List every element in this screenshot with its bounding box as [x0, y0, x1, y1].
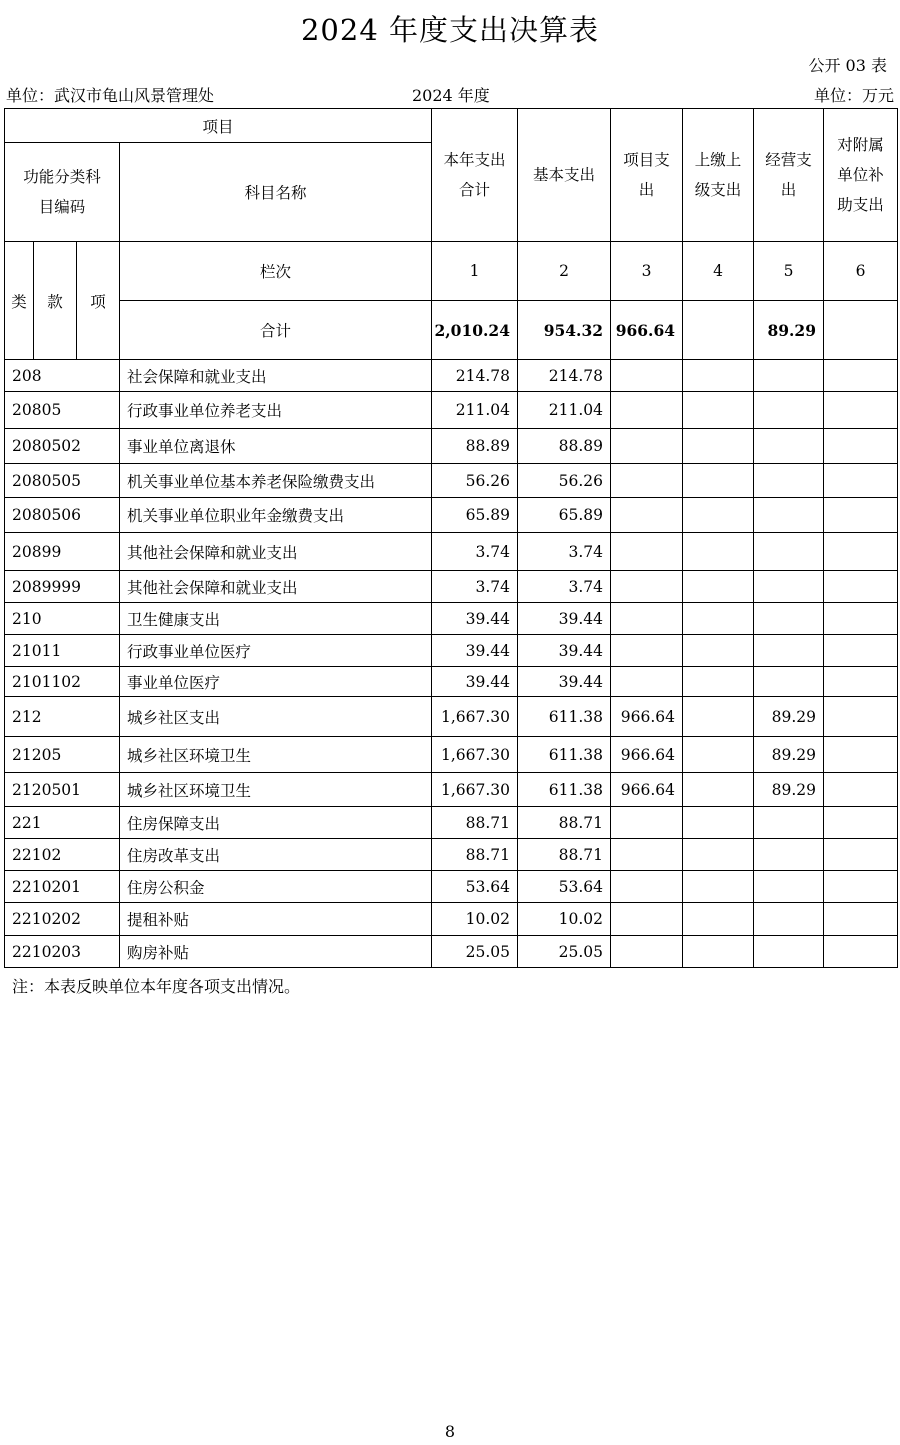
row-business	[754, 635, 824, 667]
row-remit	[683, 936, 754, 968]
row-subsidy	[824, 697, 898, 737]
row-subsidy	[824, 533, 898, 571]
table-row	[5, 667, 898, 697]
total-cell: 966.64	[611, 301, 683, 360]
row-total: 211.04	[432, 392, 518, 429]
row-project: 966.64	[611, 737, 683, 773]
row-subject-name: 城乡社区支出	[120, 697, 432, 737]
row-subsidy	[824, 807, 898, 839]
header-col-remit: 上缴上级支出	[683, 109, 754, 242]
table-row	[5, 533, 898, 571]
row-basic: 214.78	[518, 360, 611, 392]
row-subject-name: 提租补贴	[120, 903, 432, 936]
row-code: 221	[5, 807, 120, 839]
row-basic: 611.38	[518, 773, 611, 807]
table-row	[5, 839, 898, 871]
row-remit	[683, 533, 754, 571]
row-code: 210	[5, 603, 120, 635]
row-project	[611, 603, 683, 635]
col-number: 5	[754, 242, 824, 301]
header-lei: 类	[5, 242, 34, 360]
table-row	[5, 498, 898, 533]
row-project	[611, 667, 683, 697]
row-remit	[683, 464, 754, 498]
row-subsidy	[824, 429, 898, 464]
row-business	[754, 807, 824, 839]
total-row-label: 合计	[120, 301, 432, 360]
table-row	[5, 871, 898, 903]
row-business	[754, 533, 824, 571]
row-subsidy	[824, 773, 898, 807]
row-basic: 88.89	[518, 429, 611, 464]
row-remit	[683, 737, 754, 773]
header-item: 项目	[5, 109, 432, 143]
row-code: 20805	[5, 392, 120, 429]
row-business	[754, 839, 824, 871]
row-total: 88.71	[432, 839, 518, 871]
row-subject-name: 机关事业单位职业年金缴费支出	[120, 498, 432, 533]
year-label: 2024 年度	[412, 86, 490, 105]
header-lanci: 栏次	[120, 242, 432, 301]
row-remit	[683, 635, 754, 667]
row-business	[754, 498, 824, 533]
row-subsidy	[824, 737, 898, 773]
header-col-project: 项目支出	[611, 109, 683, 242]
row-total: 39.44	[432, 635, 518, 667]
table-row	[5, 936, 898, 968]
header-col-total: 本年支出合计	[432, 109, 518, 242]
page-title: 2024 年度支出决算表	[300, 13, 600, 47]
row-subject-name: 城乡社区环境卫生	[120, 737, 432, 773]
row-total: 39.44	[432, 603, 518, 635]
row-total: 88.89	[432, 429, 518, 464]
row-total: 10.02	[432, 903, 518, 936]
row-basic: 611.38	[518, 737, 611, 773]
row-total: 65.89	[432, 498, 518, 533]
row-business	[754, 667, 824, 697]
row-subject-name: 事业单位离退休	[120, 429, 432, 464]
row-subject-name: 事业单位医疗	[120, 667, 432, 697]
row-total: 1,667.30	[432, 737, 518, 773]
row-project	[611, 903, 683, 936]
row-business	[754, 571, 824, 603]
total-cell	[824, 301, 898, 360]
row-project	[611, 533, 683, 571]
row-project: 966.64	[611, 697, 683, 737]
row-subsidy	[824, 839, 898, 871]
header-col-subsidy: 对附属单位补助支出	[824, 109, 898, 242]
row-remit	[683, 360, 754, 392]
row-code: 2089999	[5, 571, 120, 603]
col-number: 1	[432, 242, 518, 301]
row-remit	[683, 429, 754, 464]
row-subsidy	[824, 903, 898, 936]
total-cell: 954.32	[518, 301, 611, 360]
row-subsidy	[824, 498, 898, 533]
row-subject-name: 其他社会保障和就业支出	[120, 571, 432, 603]
row-remit	[683, 392, 754, 429]
row-code: 2080506	[5, 498, 120, 533]
header-func-code: 功能分类科目编码	[5, 143, 120, 242]
row-project	[611, 360, 683, 392]
row-total: 53.64	[432, 871, 518, 903]
row-basic: 39.44	[518, 667, 611, 697]
row-code: 2101102	[5, 667, 120, 697]
row-total: 56.26	[432, 464, 518, 498]
row-business	[754, 464, 824, 498]
row-total: 1,667.30	[432, 697, 518, 737]
row-total: 1,667.30	[432, 773, 518, 807]
row-code: 212	[5, 697, 120, 737]
header-kuan: 款	[34, 242, 77, 360]
row-total: 88.71	[432, 807, 518, 839]
row-basic: 211.04	[518, 392, 611, 429]
row-code: 2210202	[5, 903, 120, 936]
row-total: 39.44	[432, 667, 518, 697]
row-remit	[683, 667, 754, 697]
row-business: 89.29	[754, 773, 824, 807]
table-row	[5, 571, 898, 603]
row-project	[611, 839, 683, 871]
row-remit	[683, 903, 754, 936]
table-row	[5, 603, 898, 635]
row-subsidy	[824, 360, 898, 392]
row-project: 966.64	[611, 773, 683, 807]
row-subsidy	[824, 392, 898, 429]
row-subject-name: 社会保障和就业支出	[120, 360, 432, 392]
row-remit	[683, 839, 754, 871]
row-subject-name: 机关事业单位基本养老保险缴费支出	[120, 464, 432, 498]
header-col-business: 经营支出	[754, 109, 824, 242]
row-basic: 88.71	[518, 807, 611, 839]
row-basic: 56.26	[518, 464, 611, 498]
row-project	[611, 871, 683, 903]
table-row	[5, 635, 898, 667]
row-remit	[683, 498, 754, 533]
row-code: 2210203	[5, 936, 120, 968]
row-remit	[683, 571, 754, 603]
table-row	[5, 737, 898, 773]
row-subject-name: 住房改革支出	[120, 839, 432, 871]
table-row	[5, 807, 898, 839]
row-remit	[683, 773, 754, 807]
total-cell	[683, 301, 754, 360]
col-number: 2	[518, 242, 611, 301]
row-basic: 65.89	[518, 498, 611, 533]
row-subject-name: 住房公积金	[120, 871, 432, 903]
row-subsidy	[824, 603, 898, 635]
row-project	[611, 498, 683, 533]
row-code: 20899	[5, 533, 120, 571]
row-subject-name: 卫生健康支出	[120, 603, 432, 635]
row-subject-name: 购房补贴	[120, 936, 432, 968]
row-project	[611, 429, 683, 464]
row-project	[611, 635, 683, 667]
row-code: 21205	[5, 737, 120, 773]
row-total: 25.05	[432, 936, 518, 968]
header-xiang: 项	[77, 242, 120, 360]
unit-label: 单位：武汉市龟山风景管理处	[6, 86, 215, 105]
row-business	[754, 392, 824, 429]
row-basic: 611.38	[518, 697, 611, 737]
row-subsidy	[824, 571, 898, 603]
row-basic: 3.74	[518, 533, 611, 571]
row-project	[611, 936, 683, 968]
row-basic: 25.05	[518, 936, 611, 968]
row-code: 208	[5, 360, 120, 392]
row-business: 89.29	[754, 737, 824, 773]
row-business	[754, 429, 824, 464]
row-total: 3.74	[432, 571, 518, 603]
row-subsidy	[824, 635, 898, 667]
row-project	[611, 571, 683, 603]
row-remit	[683, 603, 754, 635]
row-basic: 39.44	[518, 603, 611, 635]
row-total: 3.74	[432, 533, 518, 571]
table-row	[5, 697, 898, 737]
row-business	[754, 903, 824, 936]
row-code: 2080502	[5, 429, 120, 464]
row-remit	[683, 807, 754, 839]
row-subject-name: 行政事业单位养老支出	[120, 392, 432, 429]
row-business	[754, 871, 824, 903]
row-subsidy	[824, 667, 898, 697]
col-number: 3	[611, 242, 683, 301]
row-basic: 10.02	[518, 903, 611, 936]
row-code: 2080505	[5, 464, 120, 498]
form-number: 公开 03 表	[808, 56, 887, 75]
row-project	[611, 807, 683, 839]
row-subject-name: 城乡社区环境卫生	[120, 773, 432, 807]
row-basic: 88.71	[518, 839, 611, 871]
col-number: 6	[824, 242, 898, 301]
row-subject-name: 行政事业单位医疗	[120, 635, 432, 667]
page-number: 8	[444, 1422, 456, 1441]
row-business	[754, 360, 824, 392]
row-basic: 3.74	[518, 571, 611, 603]
row-project	[611, 392, 683, 429]
table-row	[5, 464, 898, 498]
currency-label: 单位：万元	[813, 86, 894, 105]
header-subject-name: 科目名称	[120, 143, 432, 242]
row-business	[754, 603, 824, 635]
row-code: 21011	[5, 635, 120, 667]
row-subject-name: 住房保障支出	[120, 807, 432, 839]
col-number: 4	[683, 242, 754, 301]
table-row	[5, 429, 898, 464]
row-subsidy	[824, 464, 898, 498]
row-project	[611, 464, 683, 498]
row-code: 2210201	[5, 871, 120, 903]
total-cell: 2,010.24	[432, 301, 518, 360]
row-subject-name: 其他社会保障和就业支出	[120, 533, 432, 571]
table-row	[5, 903, 898, 936]
row-remit	[683, 871, 754, 903]
row-basic: 53.64	[518, 871, 611, 903]
table-row	[5, 392, 898, 429]
footnote: 注：本表反映单位本年度各项支出情况。	[12, 977, 301, 996]
table-row	[5, 360, 898, 392]
row-remit	[683, 697, 754, 737]
expenditure-table	[4, 108, 898, 968]
row-subsidy	[824, 936, 898, 968]
total-cell: 89.29	[754, 301, 824, 360]
row-code: 2120501	[5, 773, 120, 807]
row-basic: 39.44	[518, 635, 611, 667]
header-col-basic: 基本支出	[518, 109, 611, 242]
table-row	[5, 773, 898, 807]
row-subsidy	[824, 871, 898, 903]
row-code: 22102	[5, 839, 120, 871]
row-total: 214.78	[432, 360, 518, 392]
row-business: 89.29	[754, 697, 824, 737]
row-business	[754, 936, 824, 968]
